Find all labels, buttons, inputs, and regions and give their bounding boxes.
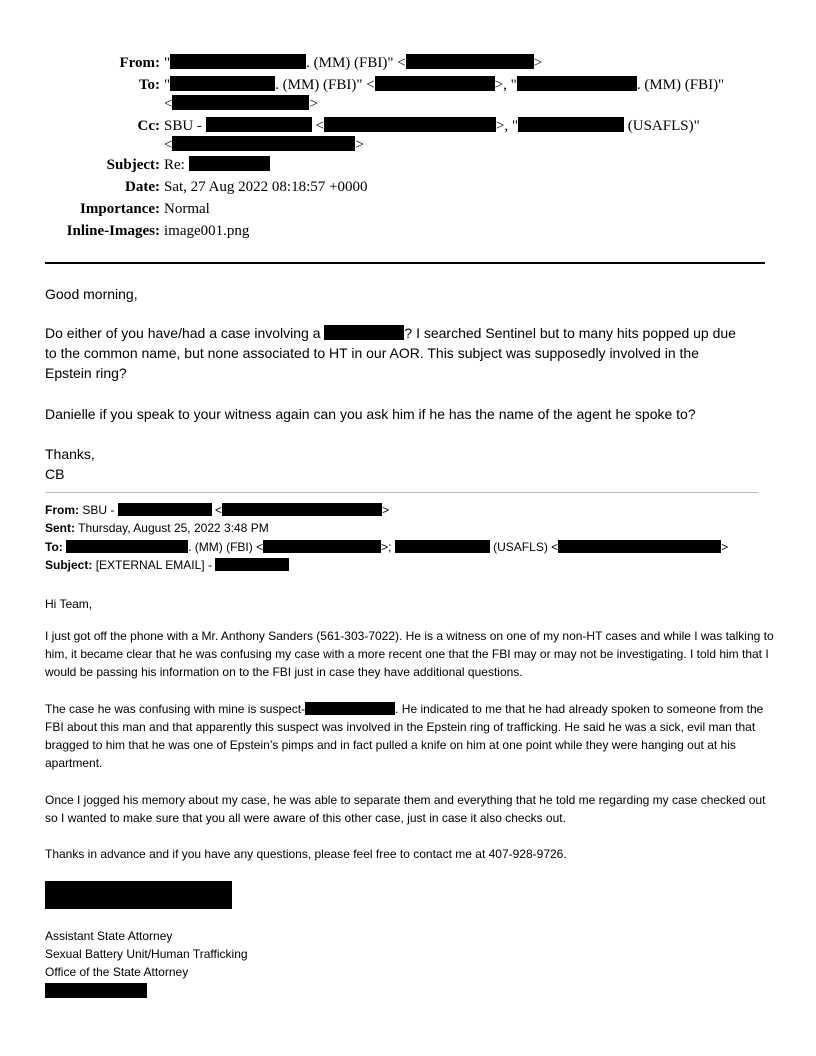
header-cc-row: Cc: SBU - < >, " (USAFLS)" <box>0 115 816 137</box>
reply-thanks: Thanks, <box>45 446 95 462</box>
redaction <box>406 54 534 69</box>
redaction <box>206 117 312 132</box>
header-subject-row: Subject: Re: <box>0 154 816 176</box>
redaction <box>305 702 395 715</box>
sig-title: Assistant State Attorney <box>45 929 173 943</box>
header-to-row: To: " . (MM) (FBI)" < >, " . (MM) (FBI)" <box>0 74 816 96</box>
fw-paragraph-1: I just got off the phone with a Mr. Anthony Sanders (561-303-7022). He is a witness on one of my non-HT cases and while I was talking to him, it became clear that he was confusing my case with a more recent one that the FBI may or may not be investigating. I told him that I would be passing his information on to the FBI just in case they have additional questions. <box>45 629 774 679</box>
fw-to-row: To: . (MM) (FBI) < >; (USAFLS) < > <box>45 540 729 554</box>
redaction <box>222 503 382 516</box>
importance-label: Importance: <box>80 201 160 217</box>
redaction <box>66 540 188 553</box>
date-value: Sat, 27 Aug 2022 08:18:57 +0000 <box>164 179 368 195</box>
fw-paragraph-2: The case he was confusing with mine is suspect- . He indicated to me that he had already spoken to someone from the FBI about this man and that apparently this suspect was involved in the Epstein ring of trafficking. He said he was a sick, evil man that bragged to him that he was one of Epstein’s pimps and in fact pulled a knife on him at one point while they were hanging out at his apartment. <box>45 702 764 770</box>
fw-sent-row: Sent: Thursday, August 25, 2022 3:48 PM <box>45 521 269 535</box>
redaction <box>170 76 275 91</box>
fw-greeting: Hi Team, <box>45 597 93 611</box>
redaction <box>170 54 306 69</box>
signature-name-redaction <box>45 881 232 909</box>
sig-unit: Sexual Battery Unit/Human Trafficking <box>45 947 248 961</box>
redaction <box>118 503 212 516</box>
redaction <box>517 76 637 91</box>
header-from-row: From: " . (MM) (FBI)" < > <box>0 52 816 74</box>
header-divider <box>45 262 765 264</box>
forward-separator <box>45 492 758 493</box>
fw-paragraph-3: Once I jogged his memory about my case, he was able to separate them and everything that he told me regarding my case checked out so I wanted to make sure that you all were aware of this other case, just in case it also checks out. <box>45 793 766 825</box>
importance-value: Normal <box>164 201 210 217</box>
date-label: Date: <box>125 179 160 195</box>
reply-greeting: Good morning, <box>45 286 138 302</box>
redaction <box>375 76 495 91</box>
redaction <box>172 95 309 110</box>
fw-subject-row: Subject: [EXTERNAL EMAIL] - <box>45 556 289 574</box>
inline-images-label: Inline-Images: <box>66 223 160 239</box>
redaction <box>172 136 355 151</box>
to-label: To: <box>138 77 160 93</box>
redaction <box>558 540 721 553</box>
header-inline-images-row <box>0 220 816 242</box>
cc-label: Cc: <box>137 118 160 134</box>
signature-contact-redaction <box>45 983 147 998</box>
fw-paragraph-4: Thanks in advance and if you have any questions, please feel free to contact me at 407-928-9726. <box>45 847 567 861</box>
reply-paragraph-1: Do either of you have/had a case involving a ? I searched Sentinel but to many hits popped up due to the common name, but none associated to HT in our AOR. This subject was supposedly involved in the Epstein ring? <box>45 325 736 381</box>
header-cc-row-2: < > <box>164 137 364 153</box>
redaction <box>263 540 381 553</box>
redaction <box>324 325 404 340</box>
sig-office: Office of the State Attorney <box>45 965 189 979</box>
redaction <box>189 156 270 171</box>
header-date-row <box>0 176 816 198</box>
reply-paragraph-2: Danielle if you speak to your witness again can you ask him if he has the name of the agent he spoke to? <box>45 406 696 422</box>
subject-label: Subject: <box>106 157 160 173</box>
header-to-row-2: < > <box>164 96 318 112</box>
redaction <box>395 540 490 553</box>
inline-images-value: image001.png <box>164 223 250 239</box>
header-importance-row <box>0 198 816 220</box>
fw-from-row: From: SBU - < > <box>45 503 390 517</box>
redaction <box>215 558 289 571</box>
redaction <box>518 117 624 132</box>
redaction <box>324 117 496 132</box>
reply-signature: CB <box>45 466 65 482</box>
from-label: From: <box>119 55 160 71</box>
